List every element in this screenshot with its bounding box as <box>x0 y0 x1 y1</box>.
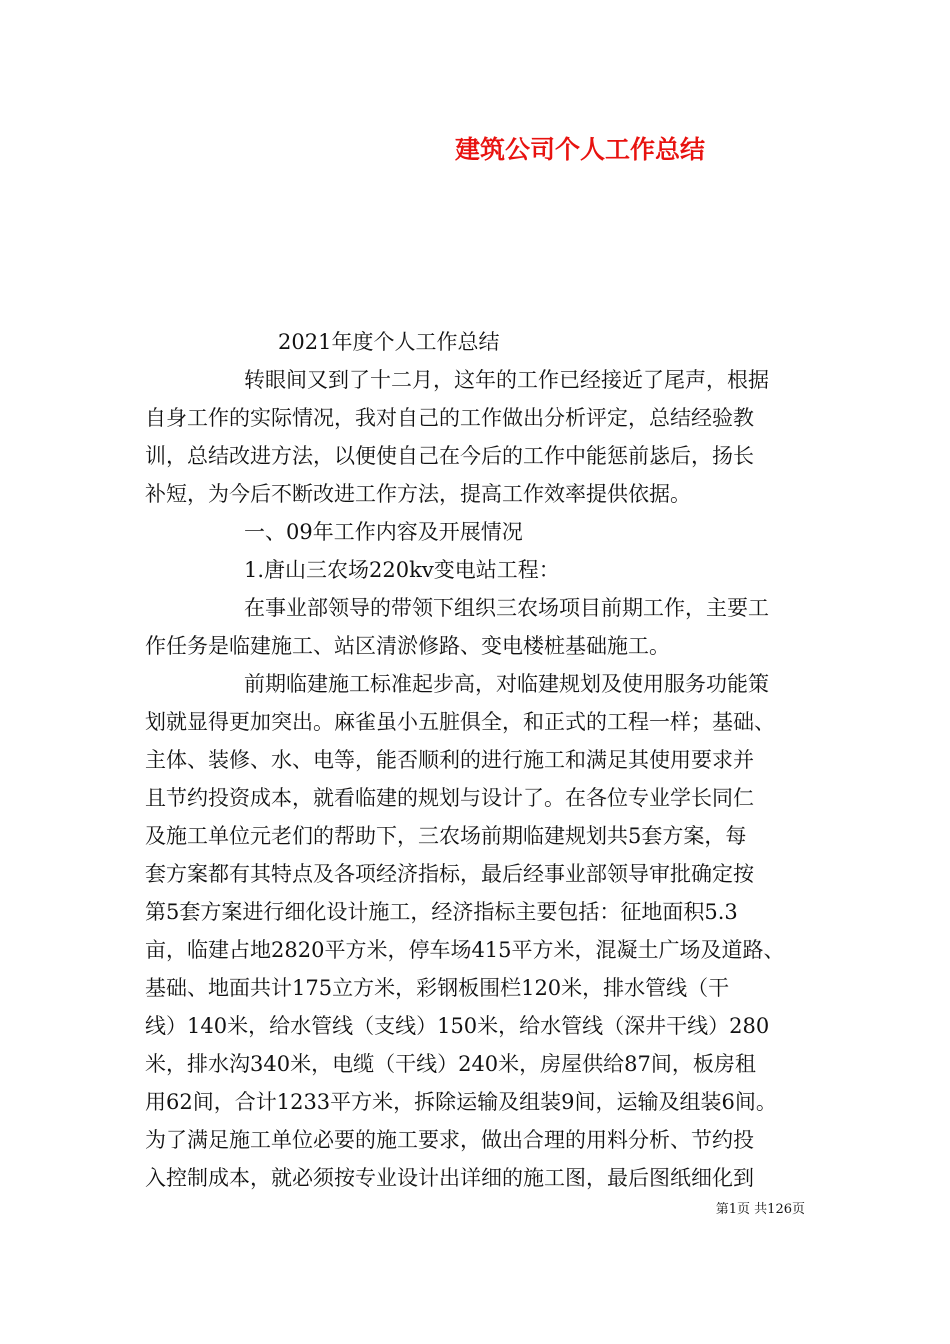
paragraph-line: 自身工作的实际情况，我对自己的工作做出分析评定，总结经验教 <box>145 406 754 430</box>
subsection-heading: 1.唐山三农场220kv变电站工程： <box>244 558 560 582</box>
paragraph-line: 且节约投资成本，就看临建的规划与设计了。在各位专业学长同仁 <box>145 786 754 810</box>
document-title: 建筑公司个人工作总结 <box>455 135 706 164</box>
paragraph-line: 米，排水沟340米，电缆（干线）240米，房屋供给87间，板房租 <box>145 1052 756 1076</box>
document-body <box>145 323 813 1197</box>
paragraph-line: 作任务是临建施工、站区清淤修路、变电楼桩基础施工。 <box>145 634 670 658</box>
paragraph-line: 线）140米，给水管线（支线）150米，给水管线（深井干线）280 <box>145 1014 770 1038</box>
paragraph-line: 及施工单位元老们的帮助下，三农场前期临建规划共5套方案，每 <box>145 824 747 848</box>
paragraph-line: 第5套方案进行细化设计施工，经济指标主要包括：征地面积5.3 <box>145 900 738 924</box>
paragraph-line: 套方案都有其特点及各项经济指标，最后经事业部领导审批确定按 <box>145 862 754 886</box>
paragraph-line: 前期临建施工标准起步高，对临建规划及使用服务功能策 <box>244 672 769 696</box>
section-heading: 一、09年工作内容及开展情况 <box>244 520 523 544</box>
paragraph-line: 亩，临建占地2820平方米，停车场415平方米，混凝土广场及道路、 <box>145 938 785 962</box>
paragraph-line: 为了满足施工单位必要的施工要求，做出合理的用料分析、节约投 <box>145 1128 754 1152</box>
paragraph-line: 转眼间又到了十二月，这年的工作已经接近了尾声，根据 <box>244 368 769 392</box>
paragraph-line: 主体、装修、水、电等，能否顺利的进行施工和满足其使用要求并 <box>145 748 754 772</box>
paragraph-line: 在事业部领导的带领下组织三农场项目前期工作，主要工 <box>244 596 769 620</box>
page-number-footer: 第1页 共126页 <box>715 1202 805 1217</box>
paragraph-line: 入控制成本，就必须按专业设计出详细的施工图，最后图纸细化到 <box>145 1166 754 1190</box>
paragraph-line: 划就显得更加突出。麻雀虽小五脏俱全，和正式的工程一样；基础、 <box>145 710 775 734</box>
paragraph-line: 基础、地面共计175立方米，彩钢板围栏120米，排水管线（干 <box>145 976 730 1000</box>
paragraph-line: 用62间，合计1233平方米，拆除运输及组装9间，运输及组装6间。 <box>145 1090 777 1114</box>
paragraph-line: 补短，为今后不断改进工作方法，提高工作效率提供依据。 <box>145 482 691 506</box>
subtitle-line: 2021年度个人工作总结 <box>278 330 500 354</box>
paragraph-line: 训，总结改进方法，以便使自己在今后的工作中能惩前毖后，扬长 <box>145 444 754 468</box>
